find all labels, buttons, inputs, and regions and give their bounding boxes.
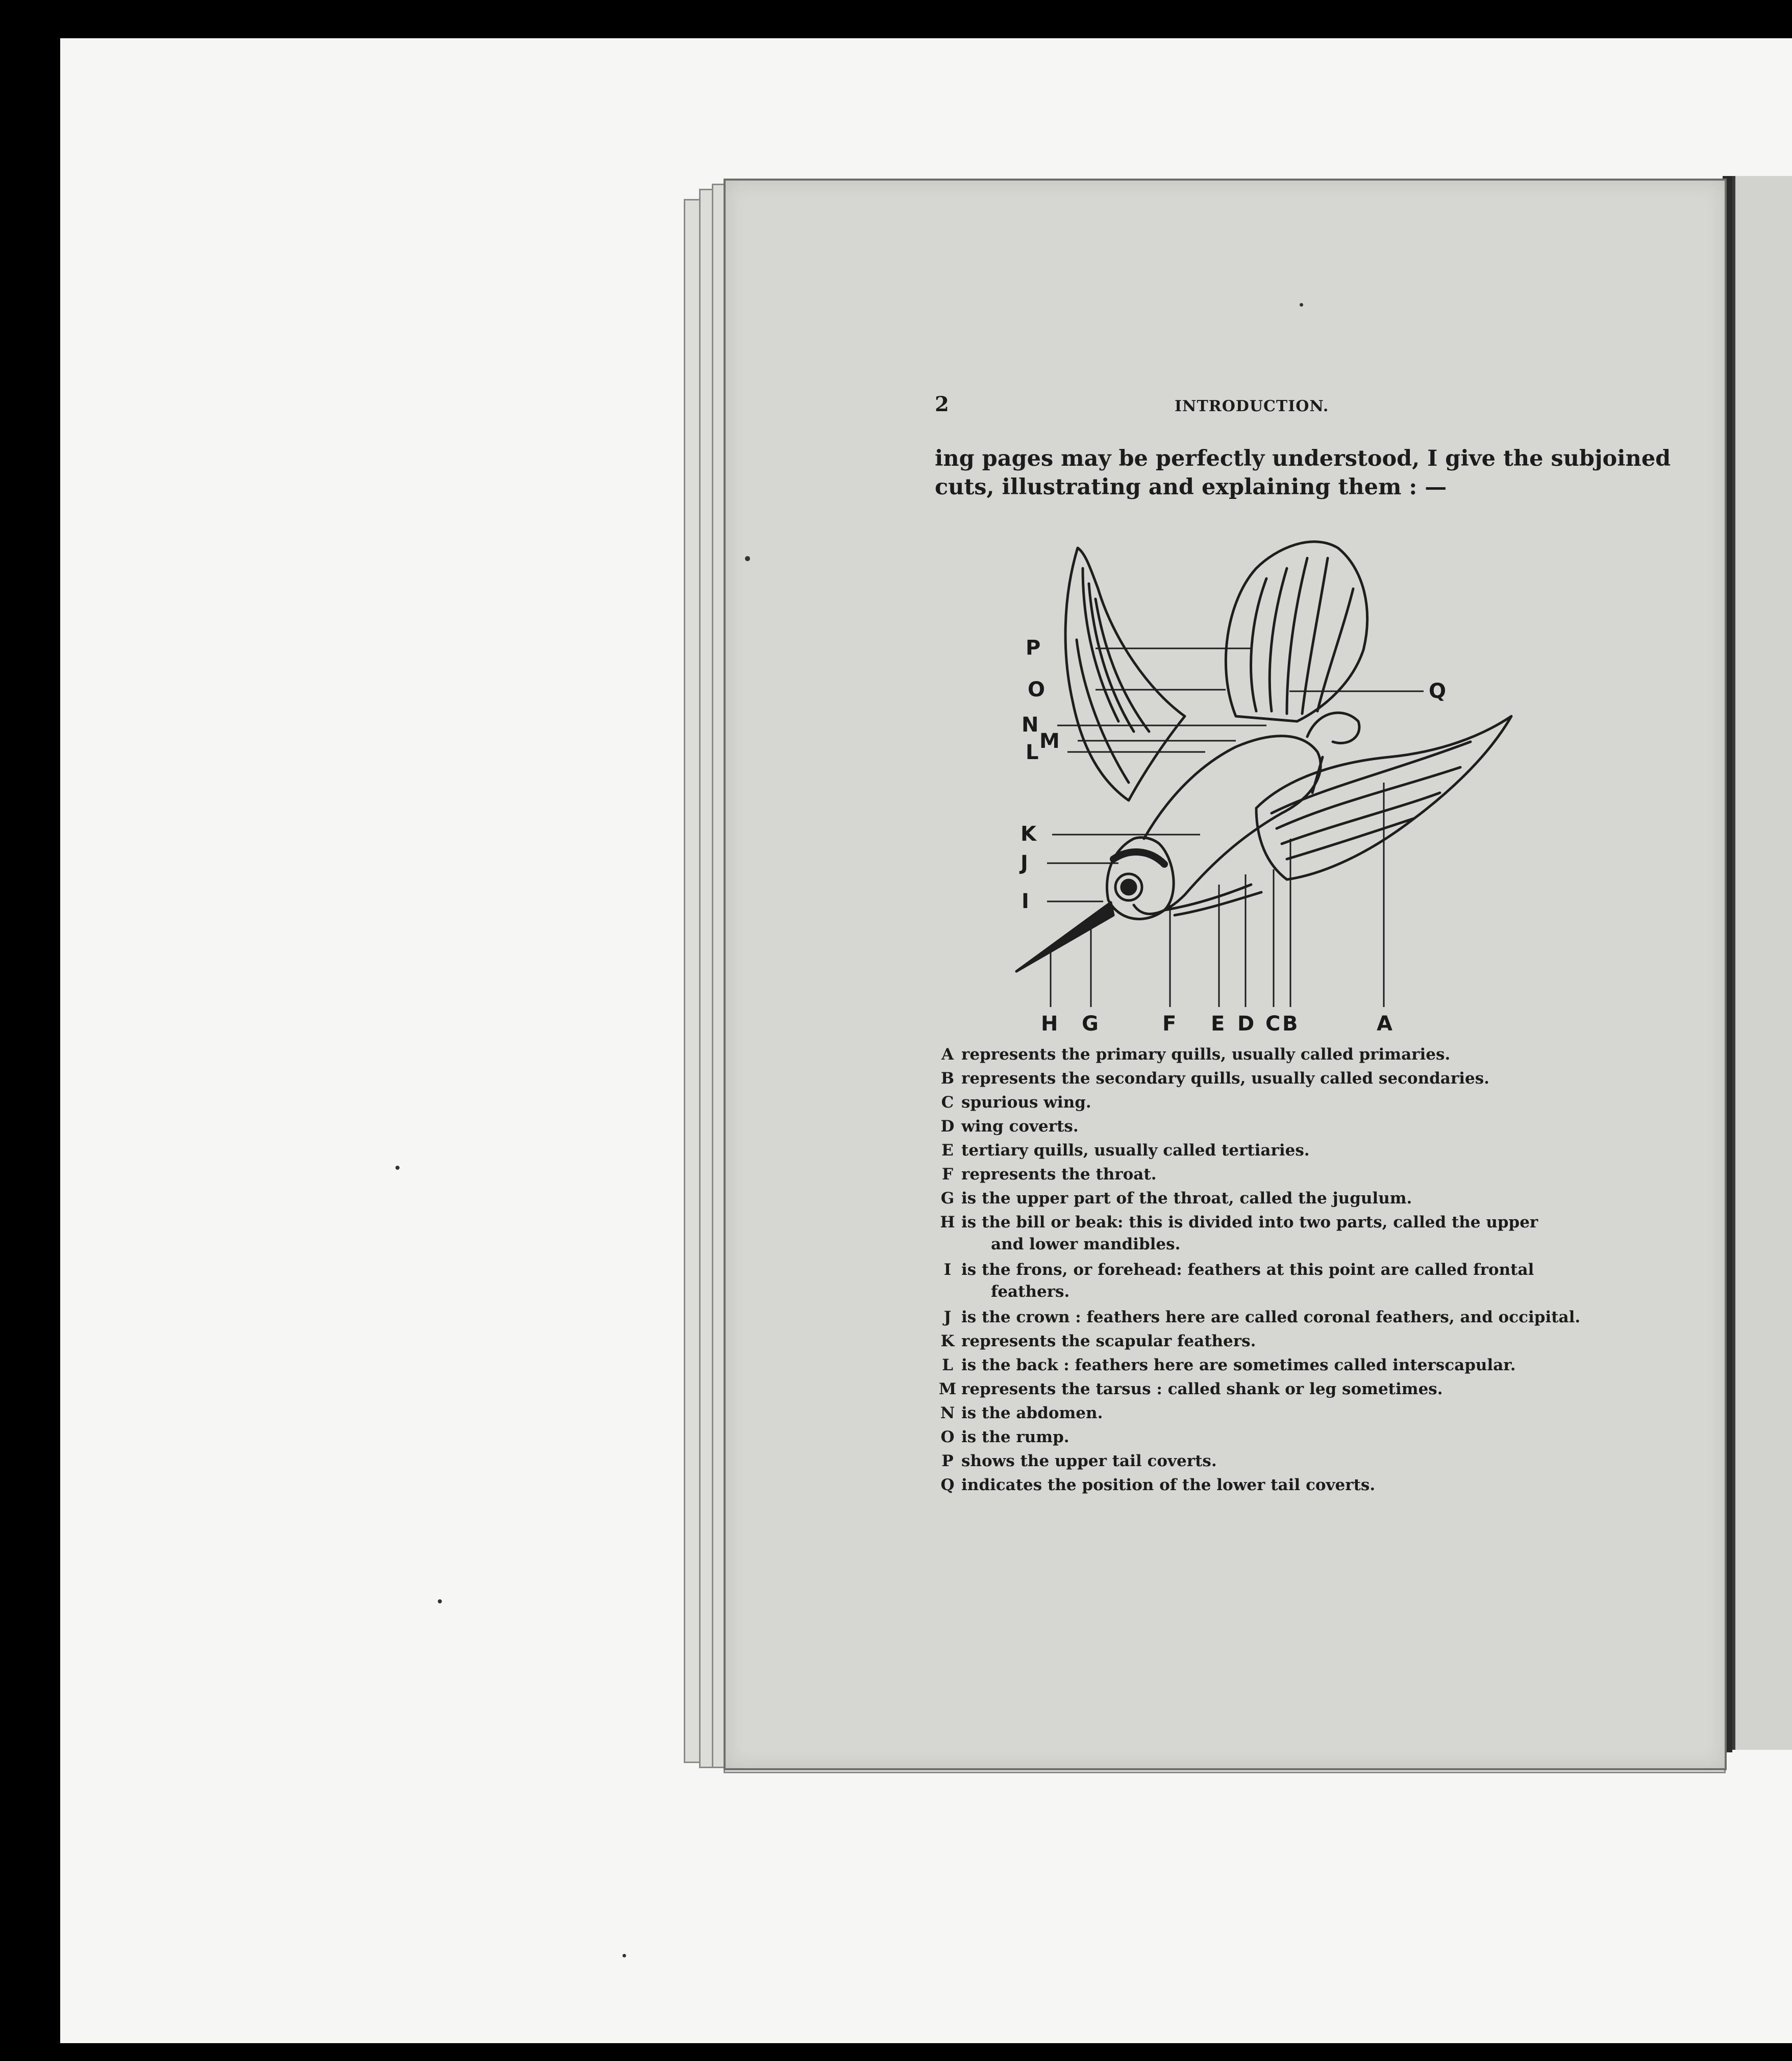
legend-text: is the abdomen. [961,1404,1103,1422]
figure-label-c: C [1265,1012,1281,1036]
running-head: INTRODUCTION. [1175,397,1329,415]
tail-fan [1226,542,1367,721]
figure-label-j: J [1021,851,1028,875]
legend-key: D [940,1117,955,1136]
figure-label-e: E [1211,1012,1225,1036]
legend-text: represents the tarsus : called shank or leg sometimes. [961,1380,1443,1398]
figure-label-b: B [1282,1012,1298,1036]
figure-label-g: G [1082,1012,1099,1036]
scan-speck [745,556,750,561]
legend-text: represents the primary quills, usually called primaries. [961,1045,1451,1064]
legend-text: is the bill or beak: this is divided into two parts, called the upper [961,1213,1538,1231]
legend-key: E [941,1141,954,1160]
figure-label-k: K [1021,822,1036,846]
legend-text: shows the upper tail coverts. [961,1452,1217,1470]
legend-text: is the rump. [961,1428,1069,1446]
legend-key: N [940,1404,955,1422]
legend-key: K [940,1332,955,1350]
scan-speck [395,1166,400,1170]
legend-text: is the crown : feathers here are called coronal feathers, and occipital. [961,1308,1581,1326]
figure-label-f: F [1162,1012,1177,1036]
figure-label-d: D [1237,1012,1255,1036]
legend-text: wing coverts. [961,1117,1079,1136]
legend-text: represents the throat. [961,1165,1157,1184]
intro-line: ing pages may be perfectly understood, I give the subjoined [935,446,1671,471]
figure-label-p: P [1026,636,1041,660]
legend-text: is the upper part of the throat, called the jugulum. [961,1189,1412,1208]
legend-text: spurious wing. [961,1093,1091,1112]
legend-key: A [941,1045,954,1064]
legend-text: and lower mandibles. [991,1235,1181,1253]
figure-label-n: N [1022,713,1039,737]
legend-key: B [940,1069,955,1088]
legend-key: F [941,1165,953,1184]
figure-label-a: A [1377,1012,1392,1036]
legend-text: feathers. [991,1283,1070,1301]
legend-text: tertiary quills, usually called tertiaries. [961,1141,1310,1160]
scan-speck [623,1954,626,1957]
legend-text: represents the scapular feathers. [961,1332,1256,1350]
legend-text: is the back : feathers here are sometimes called interscapular. [961,1356,1516,1374]
legend-key: O [940,1428,955,1446]
legend [935,1045,1700,1708]
legend-text: represents the secondary quills, usually called secondaries. [961,1069,1489,1088]
legend-key: Q [940,1476,955,1494]
bird-bill [1016,902,1113,971]
figure-label-m: M [1039,730,1060,753]
figure-label-o: O [1028,678,1046,701]
legend-key: M [938,1380,957,1398]
figure-label-i: I [1022,890,1029,913]
legend-key: I [943,1261,952,1279]
book-page [724,179,1727,1770]
legend-key: G [940,1189,955,1208]
legend-text: indicates the position of the lower tail coverts. [961,1476,1376,1494]
page-number: 2 [935,392,949,416]
legend-text: is the frons, or forehead: feathers at this point are called frontal [961,1261,1534,1279]
legend-key: P [941,1452,954,1470]
legend-key: L [942,1356,953,1374]
legend-key: H [940,1213,955,1231]
intro-line: cuts, illustrating and explaining them : — [935,474,1447,500]
adjacent-page [1732,176,1792,1750]
figure-label-l: L [1026,741,1039,764]
legend-key: C [941,1093,954,1112]
scan-speck [438,1599,442,1603]
figure-label-h: H [1041,1012,1058,1036]
scan-speck [1300,303,1303,307]
bird-body [1134,736,1321,914]
legend-key: J [943,1308,952,1326]
figure-label-q: Q [1429,680,1447,703]
scan-border-bottom [0,2043,1792,2061]
bird-feet [1307,713,1359,743]
